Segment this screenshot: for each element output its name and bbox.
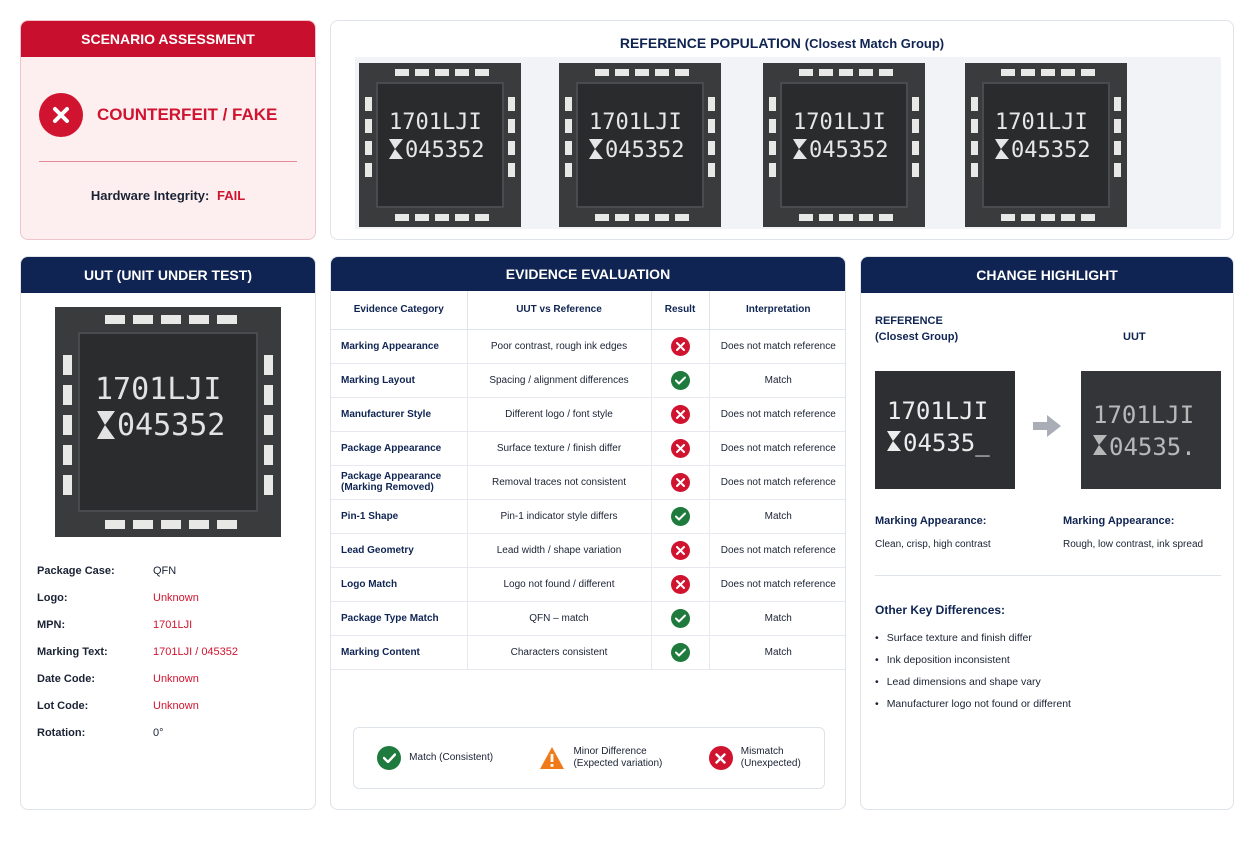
reference-zoom-line2: 04535_ xyxy=(903,429,990,457)
interpretation: Does not match reference xyxy=(709,397,846,431)
verdict-text: COUNTERFEIT / FAKE xyxy=(97,105,278,124)
integrity-value: FAIL xyxy=(216,188,246,203)
table-row[interactable] xyxy=(331,465,846,499)
check-icon xyxy=(377,746,401,770)
property-value: QFN xyxy=(153,564,177,577)
chip-marking-line2: 045352 xyxy=(809,138,889,163)
scenario-header: SCENARIO ASSESSMENT xyxy=(21,21,315,57)
list-item: • Lead dimensions and shape vary xyxy=(875,671,1071,693)
evidence-category: Marking Layout xyxy=(331,363,467,397)
x-circle-icon xyxy=(39,93,83,137)
result-cell xyxy=(651,533,709,567)
evidence-category: Package Type Match xyxy=(331,601,467,635)
evidence-comparison: Pin-1 indicator style differs xyxy=(467,499,651,533)
result-cell xyxy=(651,635,709,669)
legend-line1: Match (Consistent) xyxy=(409,752,494,763)
table-row[interactable] xyxy=(331,397,846,431)
arrow-right-icon xyxy=(1033,415,1061,437)
evidence-comparison: Characters consistent xyxy=(467,635,651,669)
legend-item-mismatch xyxy=(709,746,801,770)
evidence-comparison: Poor contrast, rough ink edges xyxy=(467,329,651,363)
reference-chip-image[interactable] xyxy=(559,63,721,227)
mismatch-x-icon xyxy=(671,405,690,424)
reference-zoom-line1: 1701LJI xyxy=(887,397,989,425)
uut-header: UUT (UNIT UNDER TEST) xyxy=(21,257,315,293)
evidence-category: Lead Geometry xyxy=(331,533,467,567)
legend-line1: Minor Difference xyxy=(573,746,647,757)
reference-chip-strip xyxy=(355,57,1221,229)
uut-chip-image[interactable] xyxy=(55,307,281,537)
hardware-integrity xyxy=(21,188,315,203)
property-label: Marking Text: xyxy=(37,645,108,658)
property-row xyxy=(37,584,307,611)
mismatch-x-icon xyxy=(671,439,690,458)
evidence-table xyxy=(331,291,846,670)
evidence-comparison: Spacing / alignment differences xyxy=(467,363,651,397)
uut-panel xyxy=(20,256,316,810)
result-cell xyxy=(651,601,709,635)
column-header: Result xyxy=(651,291,709,329)
interpretation: Does not match reference xyxy=(709,567,846,601)
interpretation: Match xyxy=(709,601,846,635)
legend-label xyxy=(573,746,662,770)
chip-marking-line1: 1701LJI xyxy=(995,110,1088,135)
result-legend xyxy=(353,727,825,789)
x-icon xyxy=(709,746,733,770)
property-value: Unknown xyxy=(153,699,199,712)
table-row[interactable] xyxy=(331,329,846,363)
evidence-comparison: Surface texture / finish differ xyxy=(467,431,651,465)
reference-chip-image[interactable] xyxy=(763,63,925,227)
property-value: Unknown xyxy=(153,672,199,685)
evidence-comparison: Lead width / shape variation xyxy=(467,533,651,567)
result-cell xyxy=(651,431,709,465)
table-row[interactable] xyxy=(331,431,846,465)
reference-label-line1: REFERENCE xyxy=(875,315,943,327)
interpretation: Match xyxy=(709,363,846,397)
table-row[interactable] xyxy=(331,499,846,533)
interpretation: Does not match reference xyxy=(709,465,846,499)
scenario-assessment-panel xyxy=(20,20,316,240)
reference-title-text: REFERENCE POPULATION xyxy=(619,35,801,51)
interpretation: Does not match reference xyxy=(709,431,846,465)
result-cell xyxy=(651,499,709,533)
mismatch-x-icon xyxy=(671,541,690,560)
column-header: Evidence Category xyxy=(331,291,467,329)
legend-item-match xyxy=(377,746,493,770)
evidence-evaluation-panel xyxy=(330,256,846,810)
match-check-icon xyxy=(671,507,690,526)
match-check-icon xyxy=(671,609,690,628)
legend-item-minor xyxy=(539,746,662,770)
property-label: Rotation: xyxy=(37,726,86,739)
mismatch-x-icon xyxy=(671,337,690,356)
evidence-category: Logo Match xyxy=(331,567,467,601)
reference-appearance-label: Marking Appearance: xyxy=(875,515,987,527)
property-value: 1701LJI xyxy=(153,618,193,631)
table-row[interactable] xyxy=(331,363,846,397)
change-header: CHANGE HIGHLIGHT xyxy=(861,257,1233,293)
table-header-row xyxy=(331,291,846,329)
chip-marking-line2: 045352 xyxy=(405,138,485,163)
other-differences-list xyxy=(875,627,1071,715)
mismatch-x-icon xyxy=(671,473,690,492)
property-label: Lot Code: xyxy=(37,699,89,712)
interpretation: Match xyxy=(709,499,846,533)
evidence-comparison: Removal traces not consistent xyxy=(467,465,651,499)
uut-marking-line1: 1701LJI xyxy=(95,372,222,407)
uut-zoom-line2: 04535. xyxy=(1109,433,1196,461)
table-row[interactable] xyxy=(331,567,846,601)
warning-icon xyxy=(539,746,565,770)
reference-label-line2: (Closest Group) xyxy=(875,331,959,343)
result-cell xyxy=(651,465,709,499)
uut-marking-line2: 045352 xyxy=(117,408,226,443)
reference-chip-image[interactable] xyxy=(359,63,521,227)
evidence-comparison: Logo not found / different xyxy=(467,567,651,601)
list-item: • Ink deposition inconsistent xyxy=(875,649,1071,671)
legend-line1: Mismatch xyxy=(740,746,784,757)
result-cell xyxy=(651,397,709,431)
result-cell xyxy=(651,567,709,601)
reference-population-panel xyxy=(330,20,1234,240)
reference-appearance-value: Clean, crisp, high contrast xyxy=(875,539,991,550)
divider xyxy=(875,575,1221,576)
reference-title xyxy=(331,35,1233,51)
evidence-category: Pin-1 Shape xyxy=(331,499,467,533)
evidence-header: EVIDENCE EVALUATION xyxy=(331,257,845,291)
interpretation: Match xyxy=(709,635,846,669)
evidence-category: Manufacturer Style xyxy=(331,397,467,431)
uut-appearance-value: Rough, low contrast, ink spread xyxy=(1063,539,1204,550)
reference-subtitle: (Closest Match Group) xyxy=(804,36,945,51)
evidence-category: Marking Appearance xyxy=(331,329,467,363)
property-value: Unknown xyxy=(153,591,199,604)
property-row xyxy=(37,611,307,638)
evidence-comparison: Different logo / font style xyxy=(467,397,651,431)
property-row xyxy=(37,719,307,746)
legend-line2: (Unexpected) xyxy=(740,758,801,769)
reference-marking-zoom[interactable] xyxy=(875,371,1015,489)
table-row[interactable] xyxy=(331,533,846,567)
uut-label: UUT xyxy=(1123,331,1146,343)
chip-marking-line2: 045352 xyxy=(1011,138,1091,163)
property-row xyxy=(37,557,307,584)
verdict xyxy=(21,57,315,153)
legend-line2: (Expected variation) xyxy=(573,758,663,769)
property-value: 0° xyxy=(153,726,164,739)
change-highlight-panel xyxy=(860,256,1234,810)
integrity-label: Hardware Integrity: xyxy=(90,188,210,203)
uut-marking-zoom[interactable] xyxy=(1081,371,1221,489)
interpretation: Does not match reference xyxy=(709,329,846,363)
property-label: MPN: xyxy=(37,618,66,631)
uut-properties xyxy=(37,557,307,746)
property-label: Package Case: xyxy=(37,564,115,577)
property-value: 1701LJI / 045352 xyxy=(153,645,239,658)
other-differences-title: Other Key Differences: xyxy=(875,603,1006,617)
legend-label xyxy=(409,752,493,764)
table-row[interactable] xyxy=(331,601,846,635)
property-row xyxy=(37,665,307,692)
reference-group-label xyxy=(875,313,958,345)
evidence-category: Package Appearance (Marking Removed) xyxy=(331,465,467,499)
result-cell xyxy=(651,329,709,363)
evidence-category: Marking Content xyxy=(331,635,467,669)
reference-chip-image[interactable] xyxy=(965,63,1127,227)
uut-appearance-label: Marking Appearance: xyxy=(1063,515,1175,527)
result-cell xyxy=(651,363,709,397)
property-label: Logo: xyxy=(37,591,68,604)
interpretation: Does not match reference xyxy=(709,533,846,567)
legend-label xyxy=(741,746,801,770)
uut-zoom-line1: 1701LJI xyxy=(1093,401,1195,429)
chip-marking-line2: 045352 xyxy=(605,138,685,163)
list-item: • Surface texture and finish differ xyxy=(875,627,1071,649)
chip-marking-line1: 1701LJI xyxy=(793,110,886,135)
table-row[interactable] xyxy=(331,635,846,669)
property-row xyxy=(37,692,307,719)
evidence-comparison: QFN – match xyxy=(467,601,651,635)
chip-marking-line1: 1701LJI xyxy=(589,110,682,135)
evidence-category: Package Appearance xyxy=(331,431,467,465)
mismatch-x-icon xyxy=(671,575,690,594)
property-label: Date Code: xyxy=(37,672,96,685)
column-header: UUT vs Reference xyxy=(467,291,651,329)
column-header: Interpretation xyxy=(709,291,846,329)
divider xyxy=(39,161,297,162)
chip-marking-line1: 1701LJI xyxy=(389,110,482,135)
match-check-icon xyxy=(671,643,690,662)
list-item: • Manufacturer logo not found or different xyxy=(875,693,1071,715)
match-check-icon xyxy=(671,371,690,390)
property-row xyxy=(37,638,307,665)
